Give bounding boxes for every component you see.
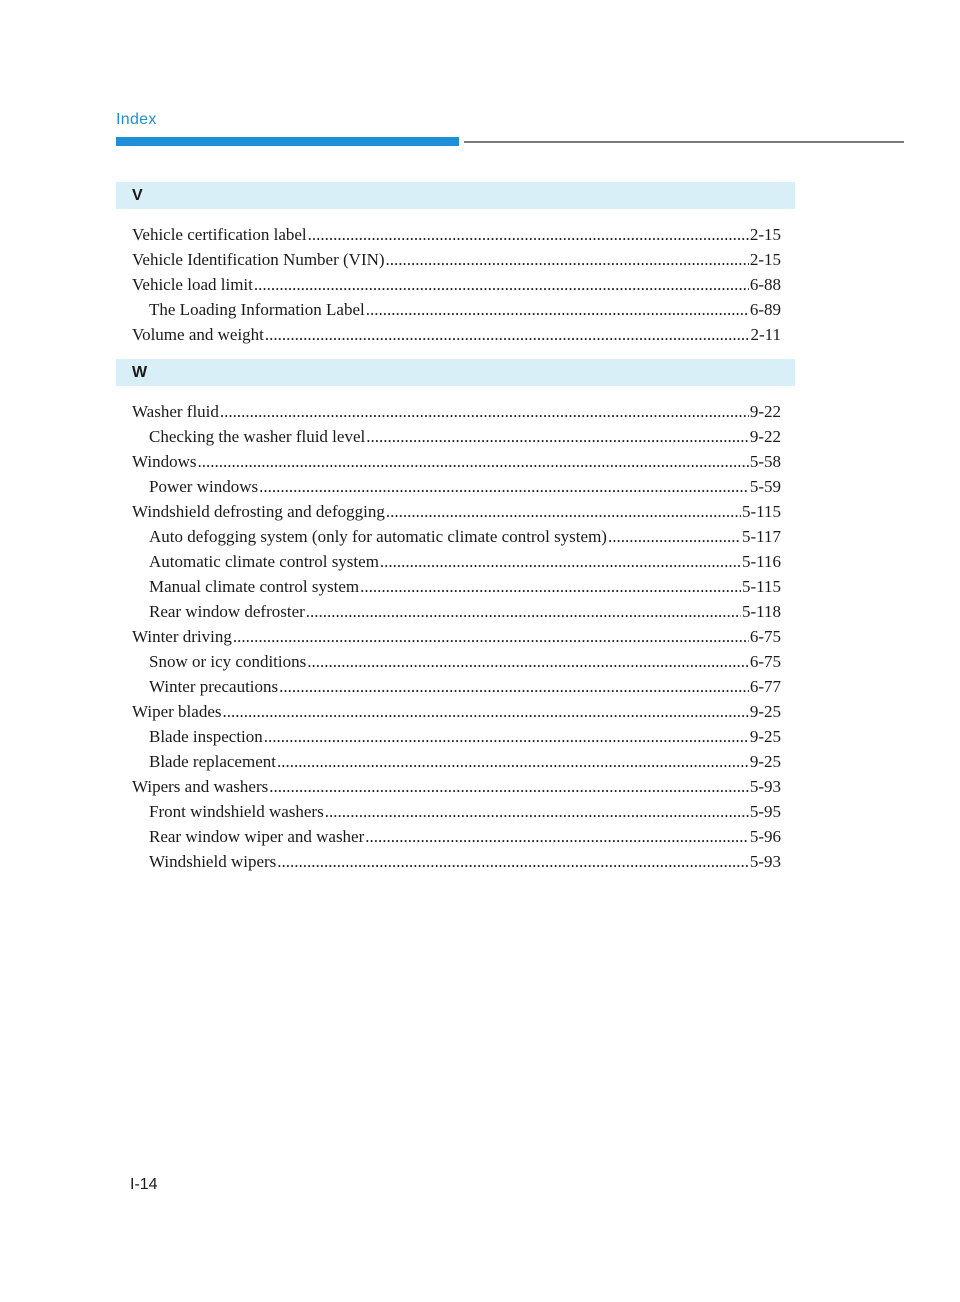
index-entry [116,624,795,649]
entry-page: 5-115 [741,577,781,596]
entry-label: Washer fluid [132,402,219,421]
index-entry [116,499,795,524]
entry-page: 6-89 [749,300,781,319]
page-number: I-14 [130,1176,158,1193]
leader-dots [279,674,749,699]
leader-dots [269,774,749,799]
entry-label: Windshield defrosting and defogging [132,502,385,521]
leader-dots [308,222,749,247]
index-content [116,182,795,874]
entry-label: Rear window defroster [149,602,305,621]
entry-page: 6-75 [749,627,781,646]
leader-dots [608,524,741,549]
entry-page: 5-116 [741,552,781,571]
entry-label: Checking the washer fluid level [149,427,366,446]
entry-page: 2-15 [749,225,781,244]
entry-page: 5-118 [741,602,781,621]
entry-label: Vehicle Identification Number (VIN) [132,250,385,269]
header-rule-divider [464,141,904,143]
entry-page: 9-25 [749,727,781,746]
entry-page: 2-15 [749,250,781,269]
entry-label: Windshield wipers [149,852,277,871]
entry-page: 9-25 [749,702,781,721]
entry-page: 5-58 [749,452,781,471]
leader-dots [277,849,749,874]
leader-dots [306,599,741,624]
leader-dots [325,799,749,824]
index-subentry [116,724,795,749]
entry-label: The Loading Information Label [149,300,365,319]
index-entry [116,247,795,272]
index-subentry [116,549,795,574]
index-subentry [116,524,795,549]
index-subentry [116,474,795,499]
entry-page: 5-93 [749,852,781,871]
leader-dots [265,322,750,347]
entry-page: 5-95 [749,802,781,821]
leader-dots [307,649,749,674]
entry-page: 9-25 [749,752,781,771]
index-subentry [116,599,795,624]
leader-dots [386,247,749,272]
entry-page: 5-117 [741,527,781,546]
leader-dots [220,399,749,424]
index-list-w [116,399,795,874]
section-header-v: V [116,182,795,209]
index-entry [116,222,795,247]
index-entry [116,272,795,297]
index-entry [116,449,795,474]
index-entry [116,399,795,424]
entry-label: Automatic climate control system [149,552,379,571]
leader-dots [222,699,748,724]
entry-page: 9-22 [749,427,781,446]
leader-dots [233,624,749,649]
entry-label: Wiper blades [132,702,222,721]
entry-label: Power windows [149,477,259,496]
entry-page: 5-96 [749,827,781,846]
leader-dots [197,449,748,474]
index-subentry [116,799,795,824]
entry-page: 6-77 [749,677,781,696]
index-subentry [116,674,795,699]
leader-dots [259,474,749,499]
header-rule-accent [116,137,459,146]
leader-dots [365,824,749,849]
index-entry [116,774,795,799]
entry-page: 2-11 [750,325,781,344]
entry-page: 5-115 [741,502,781,521]
entry-label: Front windshield washers [149,802,324,821]
leader-dots [366,297,749,322]
entry-label: Vehicle load limit [132,275,253,294]
index-subentry [116,649,795,674]
index-list-v [116,222,795,347]
entry-label: Windows [132,452,197,471]
leader-dots [386,499,741,524]
entry-label: Vehicle certification label [132,225,307,244]
entry-label: Manual climate control system [149,577,360,596]
entry-page: 6-88 [749,275,781,294]
entry-label: Auto defogging system (only for automatic climate control system) [149,527,607,546]
entry-page: 5-93 [749,777,781,796]
entry-label: Winter driving [132,627,232,646]
entry-label: Wipers and washers [132,777,269,796]
index-subentry [116,749,795,774]
index-subentry [116,824,795,849]
index-subentry [116,297,795,322]
index-entry [116,699,795,724]
index-subentry [116,849,795,874]
leader-dots [264,724,749,749]
page-header-title: Index [116,111,157,128]
entry-label: Winter precautions [149,677,279,696]
entry-page: 9-22 [749,402,781,421]
entry-page: 5-59 [749,477,781,496]
leader-dots [360,574,741,599]
entry-label: Volume and weight [132,325,264,344]
entry-label: Blade replacement [149,752,276,771]
entry-label: Snow or icy conditions [149,652,307,671]
entry-page: 6-75 [749,652,781,671]
section-header-w: W [116,359,795,386]
entry-label: Blade inspection [149,727,263,746]
leader-dots [277,749,749,774]
entry-label: Rear window wiper and washer [149,827,365,846]
leader-dots [380,549,741,574]
index-subentry [116,574,795,599]
leader-dots [254,272,749,297]
index-subentry [116,424,795,449]
index-entry [116,322,795,347]
leader-dots [366,424,749,449]
